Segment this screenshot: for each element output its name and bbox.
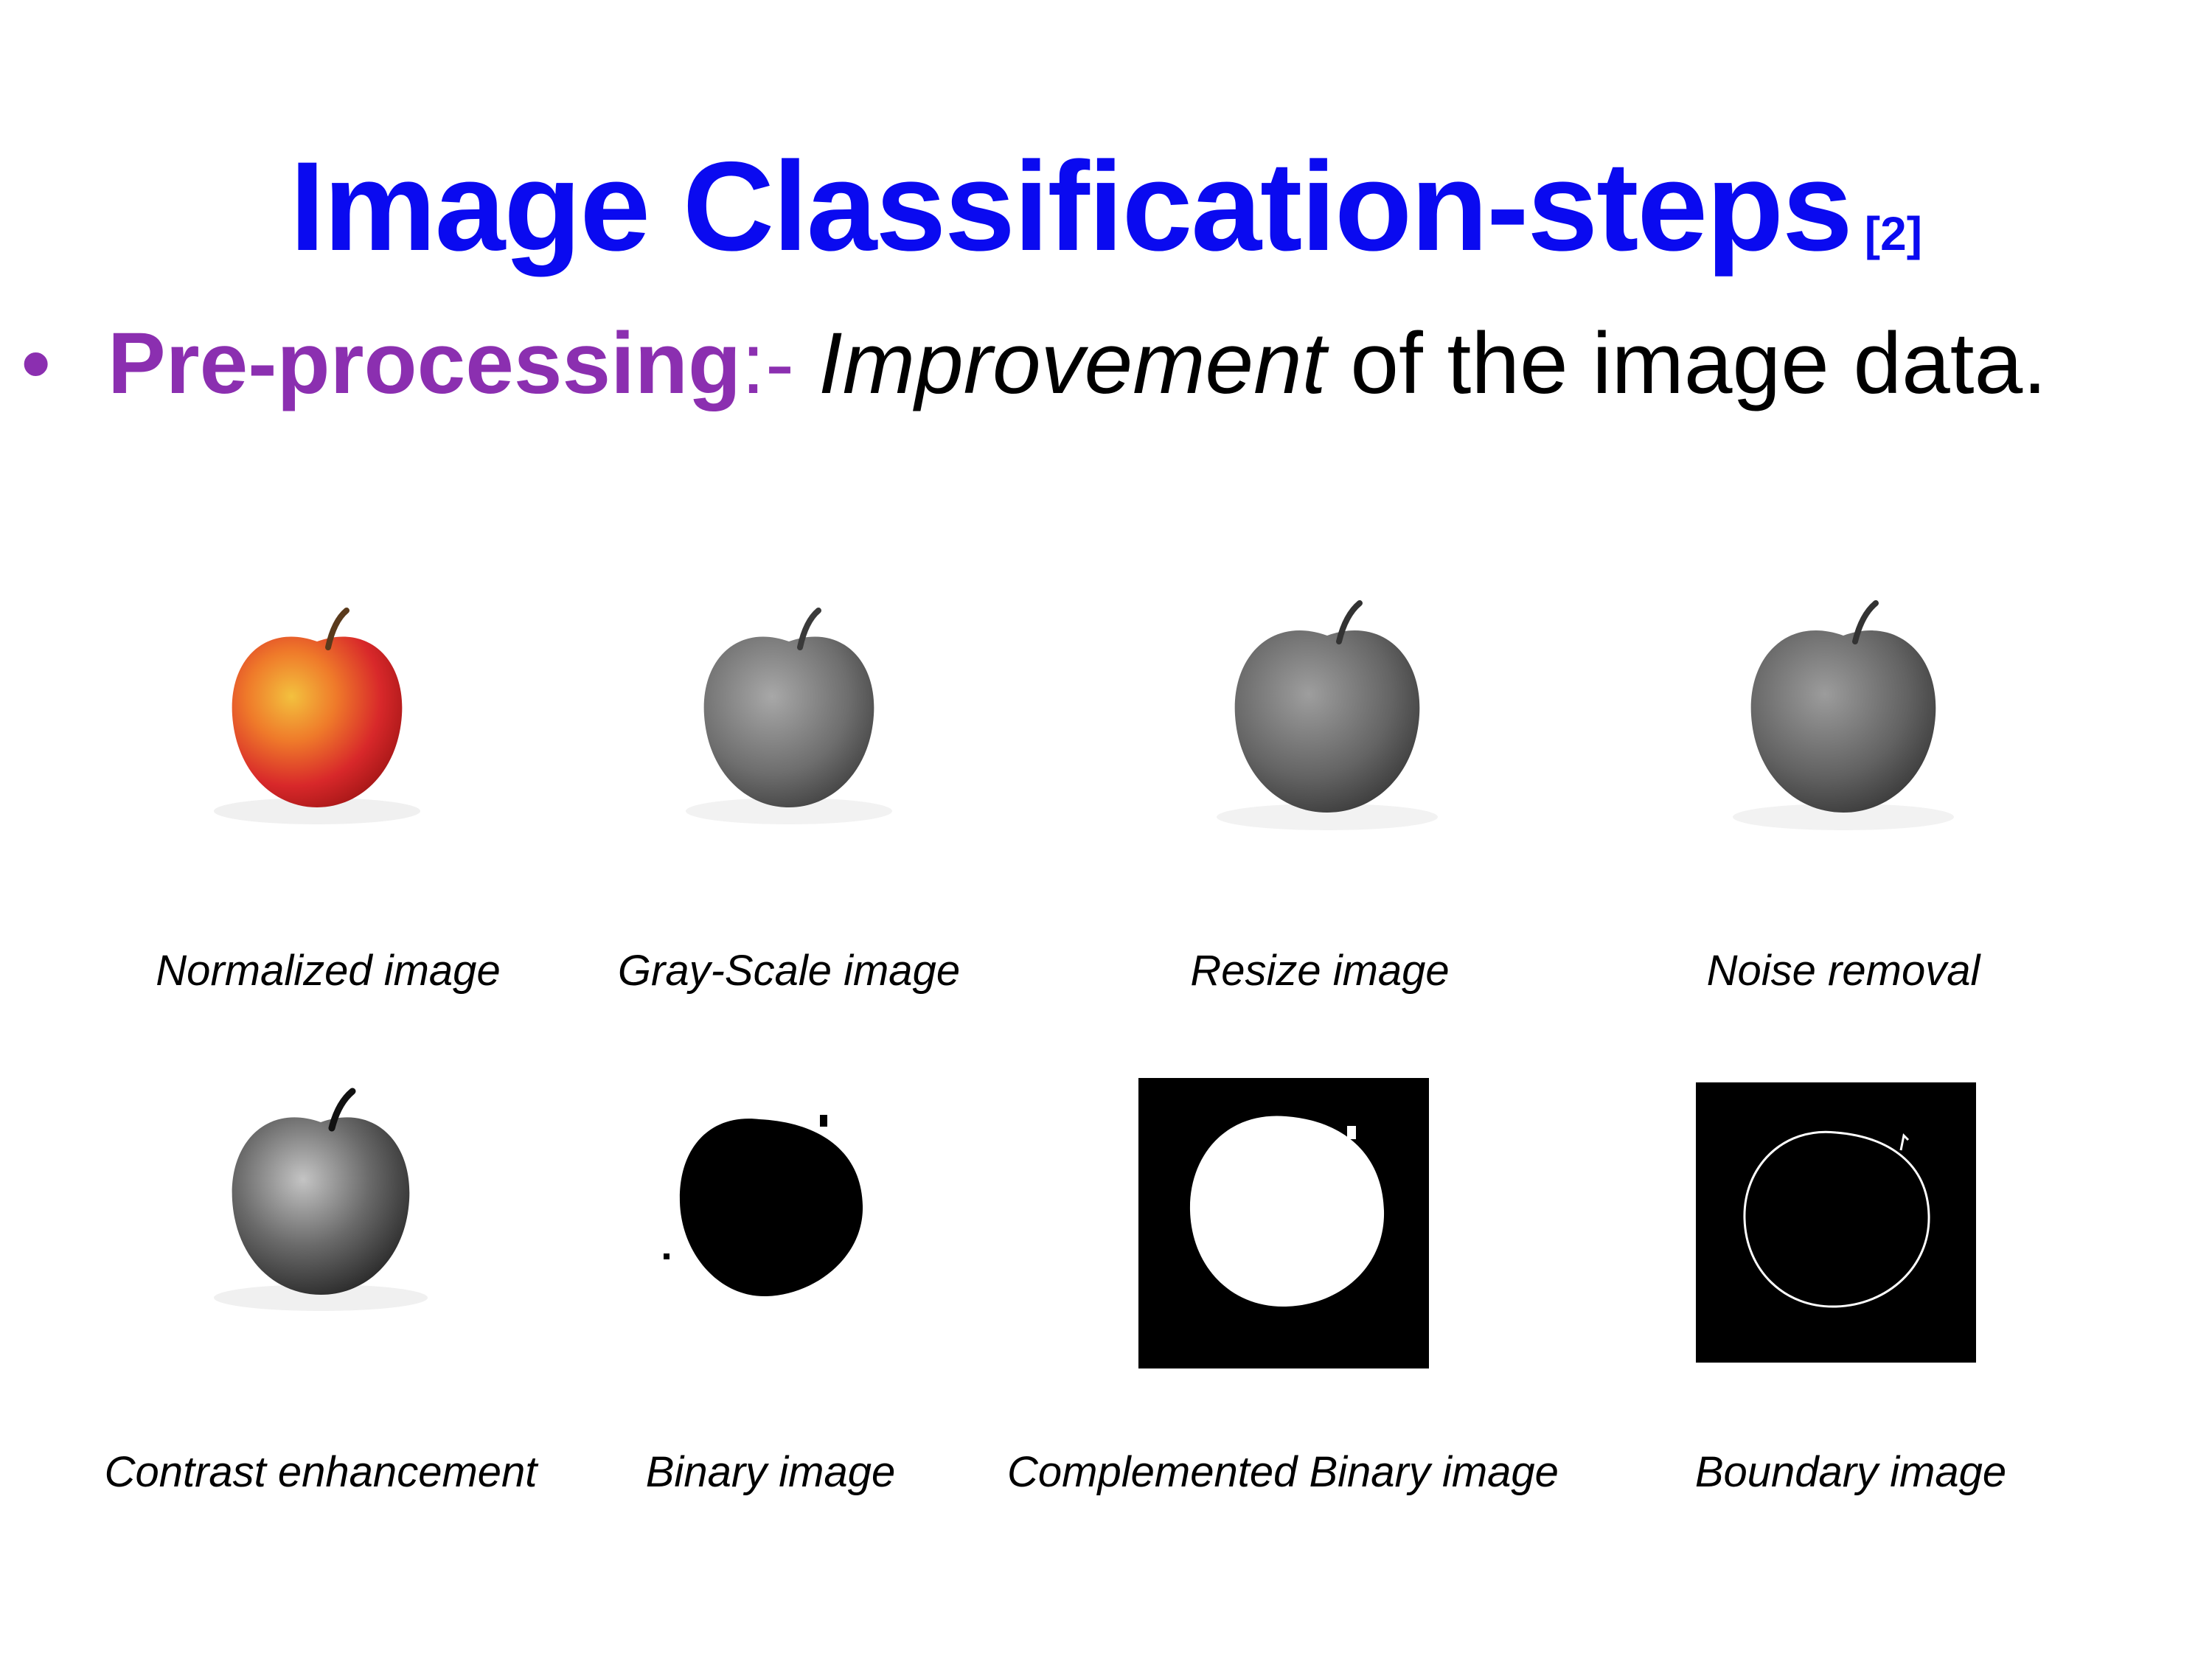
binary-apple-image	[649, 1099, 870, 1320]
bullet-rest: of the image data.	[1350, 315, 2047, 412]
caption-contrast-enhancement: Contrast enhancement	[104, 1448, 538, 1496]
bullet-separator: :-	[741, 315, 795, 412]
bullet-term: Pre-processing	[108, 315, 742, 412]
caption-resize-image: Resize image	[1190, 947, 1450, 995]
normalized-apple-image	[177, 590, 457, 841]
caption-grayscale-image: Gray-Scale image	[617, 947, 961, 995]
noise-removed-apple-image	[1696, 582, 1991, 848]
contrast-enhanced-apple-image	[177, 1069, 465, 1327]
complemented-binary-apple-image	[1138, 1078, 1429, 1368]
boundary-apple-image	[1696, 1082, 1976, 1363]
bullet-preprocessing	[21, 316, 2188, 411]
caption-noise-removal: Noise removal	[1706, 947, 1980, 995]
caption-boundary-image: Boundary image	[1694, 1448, 2007, 1496]
slide-title	[0, 136, 2212, 300]
bullet-emphasis: Improvement	[818, 315, 1326, 412]
caption-complemented-binary-image: Complemented Binary image	[1007, 1448, 1559, 1496]
resized-apple-image	[1180, 582, 1475, 848]
caption-normalized-image: Normalized image	[156, 947, 501, 995]
grayscale-apple-image	[649, 590, 929, 841]
caption-binary-image: Binary image	[645, 1448, 896, 1496]
title-text: Image Classification-steps	[289, 136, 1851, 277]
bullet-icon: •	[21, 315, 52, 412]
title-reference: [2]	[1864, 207, 1923, 260]
